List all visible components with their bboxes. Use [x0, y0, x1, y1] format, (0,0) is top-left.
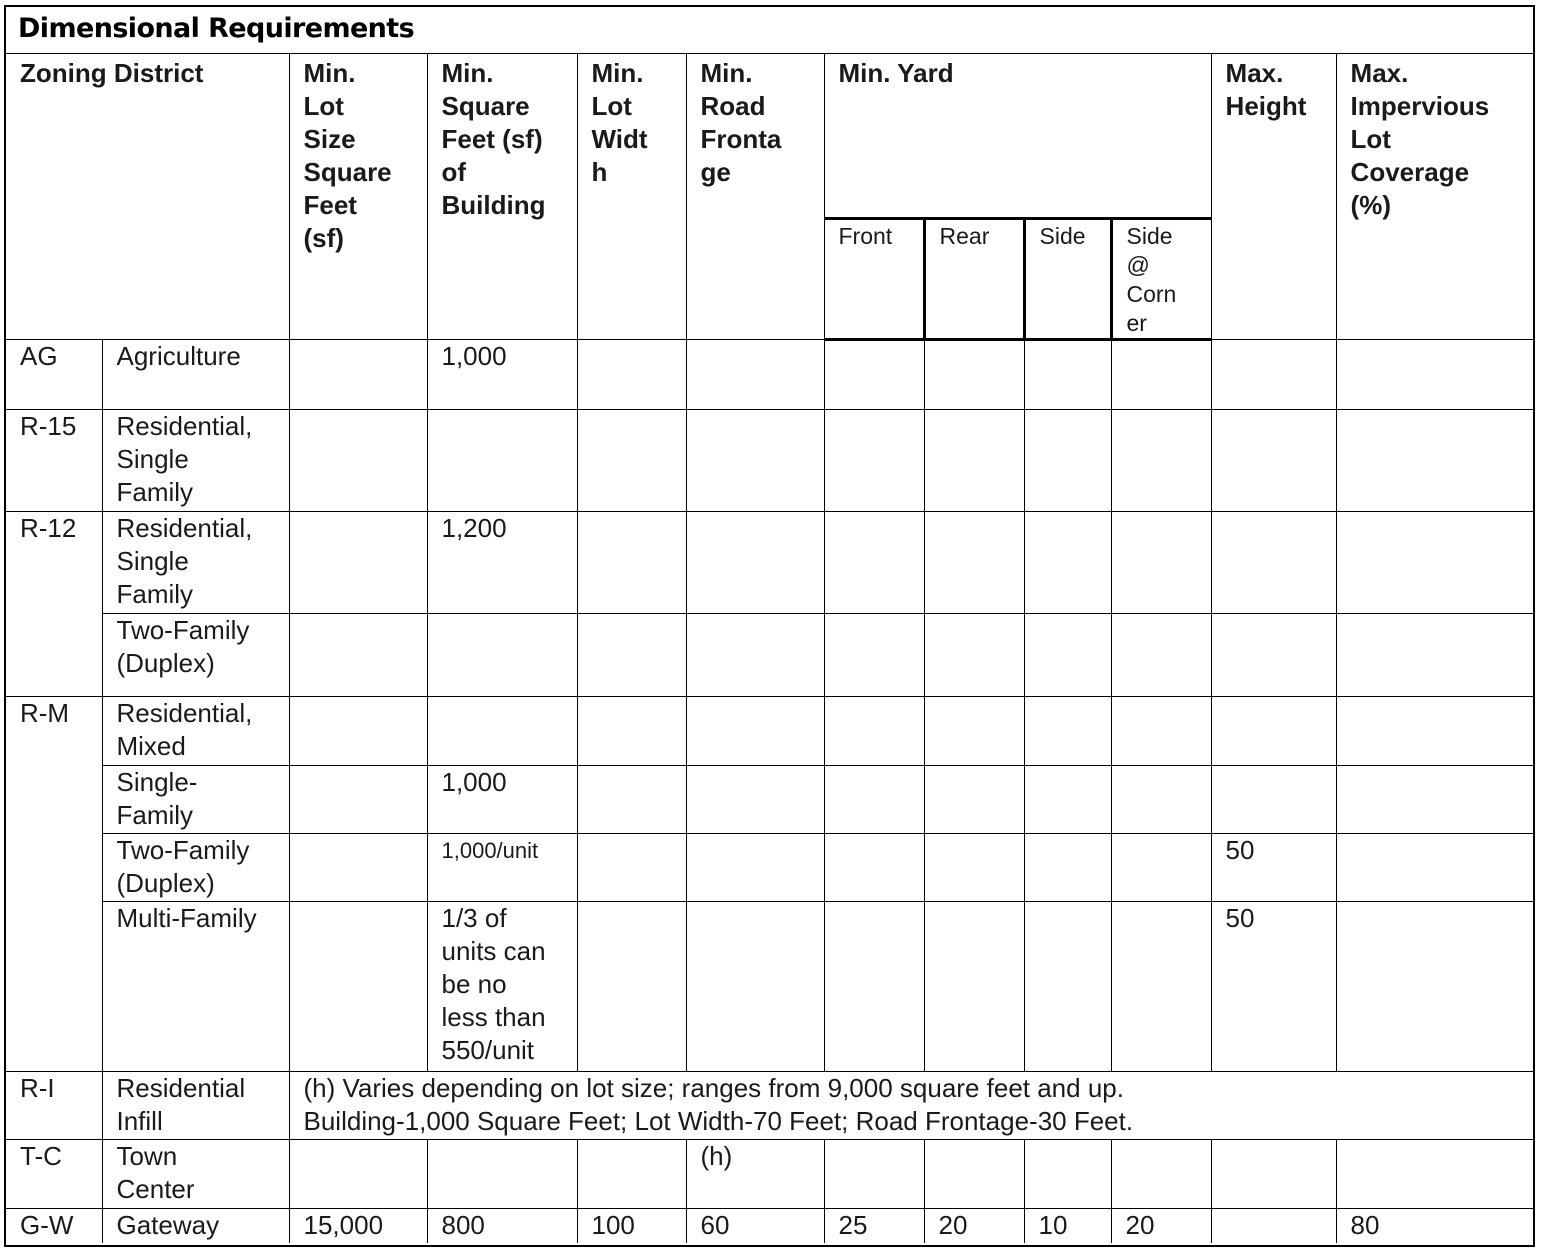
- cell: [577, 410, 686, 512]
- cell: [686, 512, 824, 614]
- header-zoning-district: Zoning District: [6, 54, 289, 340]
- district-name: Residential, Mixed: [102, 697, 289, 766]
- header-min-road-frontage: Min. Road Fronta ge: [686, 54, 824, 340]
- cell: [427, 697, 577, 766]
- table-row: [6, 834, 1533, 902]
- cell: [924, 512, 1024, 614]
- district-code: R-I: [6, 1072, 102, 1140]
- district-name: Two-Family (Duplex): [102, 614, 289, 697]
- cell: [1211, 614, 1336, 697]
- cell: [1211, 1209, 1336, 1243]
- cell: [577, 902, 686, 1072]
- cell: [1024, 697, 1111, 766]
- cell-min-sf-building: 800: [427, 1209, 577, 1243]
- cell-yard-rear: 20: [924, 1209, 1024, 1243]
- cell: [1111, 512, 1211, 614]
- cell-min-road-frontage: 60: [686, 1209, 824, 1243]
- cell-max-impervious: 80: [1336, 1209, 1533, 1243]
- cell: [1336, 766, 1533, 834]
- cell: [824, 340, 924, 410]
- district-name: Two-Family (Duplex): [102, 834, 289, 902]
- cell: [1024, 766, 1111, 834]
- cell: [824, 834, 924, 902]
- cell: [686, 340, 824, 410]
- cell: [1111, 697, 1211, 766]
- cell: [824, 512, 924, 614]
- cell: [577, 766, 686, 834]
- district-name: Residential, Single Family: [102, 410, 289, 512]
- cell: [1336, 834, 1533, 902]
- cell: [289, 766, 427, 834]
- cell: [1024, 1140, 1111, 1209]
- cell-yard-side-corner: 20: [1111, 1209, 1211, 1243]
- cell: [1111, 834, 1211, 902]
- cell: [577, 697, 686, 766]
- table-row: [6, 512, 1533, 614]
- cell: [1336, 902, 1533, 1072]
- cell: [1211, 1140, 1336, 1209]
- cell-min-lot-size: 15,000: [289, 1209, 427, 1243]
- cell: [427, 410, 577, 512]
- cell: [924, 766, 1024, 834]
- cell: [577, 834, 686, 902]
- cell: [577, 1140, 686, 1209]
- district-code: T-C: [6, 1140, 102, 1209]
- cell: [1024, 512, 1111, 614]
- cell: [924, 1140, 1024, 1209]
- cell: [1336, 410, 1533, 512]
- cell: [924, 902, 1024, 1072]
- district-name: Residential Infill: [102, 1072, 289, 1140]
- table-row: [6, 1072, 1533, 1140]
- district-code: R-12: [6, 512, 102, 697]
- cell: [427, 614, 577, 697]
- district-code: R-M: [6, 697, 102, 1072]
- cell-min-sf-building: 1/3 of units can be no less than 550/unit: [427, 902, 577, 1072]
- cell: [924, 697, 1024, 766]
- header-row: [6, 54, 1533, 219]
- cell: [824, 766, 924, 834]
- cell: [686, 410, 824, 512]
- cell: [1211, 766, 1336, 834]
- header-min-yard: Min. Yard: [824, 54, 1211, 219]
- header-yard-front: Front: [824, 219, 924, 340]
- header-max-height: Max. Height: [1211, 54, 1336, 340]
- dimensional-requirements-document: [4, 5, 1535, 1247]
- cell: [1211, 410, 1336, 512]
- district-name: Gateway: [102, 1209, 289, 1243]
- cell: [289, 902, 427, 1072]
- cell: [1111, 410, 1211, 512]
- header-yard-rear: Rear: [924, 219, 1024, 340]
- cell-max-height: 50: [1211, 902, 1336, 1072]
- cell: [289, 512, 427, 614]
- cell: [1336, 697, 1533, 766]
- cell: [824, 614, 924, 697]
- cell-min-sf-building: 1,000/unit: [427, 834, 577, 902]
- cell: [289, 340, 427, 410]
- cell: [1336, 512, 1533, 614]
- requirements-table: [6, 54, 1533, 1243]
- header-max-impervious: Max. Impervious Lot Coverage (%): [1336, 54, 1533, 340]
- cell: [289, 614, 427, 697]
- cell: [577, 614, 686, 697]
- cell-min-sf-building: 1,000: [427, 340, 577, 410]
- cell-yard-side: 10: [1024, 1209, 1111, 1243]
- cell: [577, 340, 686, 410]
- cell: [686, 766, 824, 834]
- cell-min-road-frontage: (h): [686, 1140, 824, 1209]
- cell: [924, 410, 1024, 512]
- cell: [1111, 902, 1211, 1072]
- cell-yard-front: 25: [824, 1209, 924, 1243]
- header-min-square-feet-building: Min. Square Feet (sf) of Building: [427, 54, 577, 340]
- cell: [1024, 340, 1111, 410]
- infill-note: (h) Varies depending on lot size; ranges from 9,000 square feet and up. Building-1,000 Square Feet; Lot Width-70 Feet; Road Frontage-30 Feet.: [289, 1072, 1533, 1140]
- cell: [1211, 697, 1336, 766]
- cell: [1211, 340, 1336, 410]
- table-row: [6, 902, 1533, 1072]
- header-min-lot-size: Min. Lot Size Square Feet (sf): [289, 54, 427, 340]
- cell: [577, 512, 686, 614]
- cell-min-sf-building: 1,200: [427, 512, 577, 614]
- cell: [289, 410, 427, 512]
- cell: [686, 834, 824, 902]
- header-min-lot-width: Min. Lot Widt h: [577, 54, 686, 340]
- table-row: [6, 340, 1533, 410]
- cell: [1024, 614, 1111, 697]
- cell: [1211, 512, 1336, 614]
- cell: [824, 902, 924, 1072]
- cell: [924, 614, 1024, 697]
- table-row: [6, 410, 1533, 512]
- table-row: [6, 614, 1533, 697]
- table-row: [6, 766, 1533, 834]
- header-yard-side: Side: [1024, 219, 1111, 340]
- table-row: [6, 697, 1533, 766]
- cell: [289, 697, 427, 766]
- cell-min-lot-width: 100: [577, 1209, 686, 1243]
- header-yard-side-corner: Side @ Corn er: [1111, 219, 1211, 340]
- district-name: Residential, Single Family: [102, 512, 289, 614]
- district-code: G-W: [6, 1209, 102, 1243]
- cell: [686, 902, 824, 1072]
- district-code: R-15: [6, 410, 102, 512]
- cell: [1336, 614, 1533, 697]
- cell: [427, 1140, 577, 1209]
- cell: [824, 1140, 924, 1209]
- cell-min-sf-building: 1,000: [427, 766, 577, 834]
- cell: [686, 614, 824, 697]
- table-row: [6, 1209, 1533, 1243]
- cell: [686, 697, 824, 766]
- cell: [824, 410, 924, 512]
- table-row: [6, 1140, 1533, 1209]
- cell: [1024, 902, 1111, 1072]
- cell: [289, 1140, 427, 1209]
- cell-max-height: 50: [1211, 834, 1336, 902]
- district-name: Agriculture: [102, 340, 289, 410]
- document-title: Dimensional Requirements: [18, 13, 415, 44]
- cell: [824, 697, 924, 766]
- cell: [1111, 1140, 1211, 1209]
- cell: [1111, 340, 1211, 410]
- cell: [289, 834, 427, 902]
- district-name: Town Center: [102, 1140, 289, 1209]
- cell: [1336, 340, 1533, 410]
- cell: [1336, 1140, 1533, 1209]
- district-code: AG: [6, 340, 102, 410]
- cell: [924, 340, 1024, 410]
- cell: [1024, 410, 1111, 512]
- cell: [1111, 614, 1211, 697]
- district-name: Multi-Family: [102, 902, 289, 1072]
- cell: [924, 834, 1024, 902]
- district-name: Single- Family: [102, 766, 289, 834]
- cell: [1111, 766, 1211, 834]
- cell: [1024, 834, 1111, 902]
- title-bar: [6, 7, 1533, 54]
